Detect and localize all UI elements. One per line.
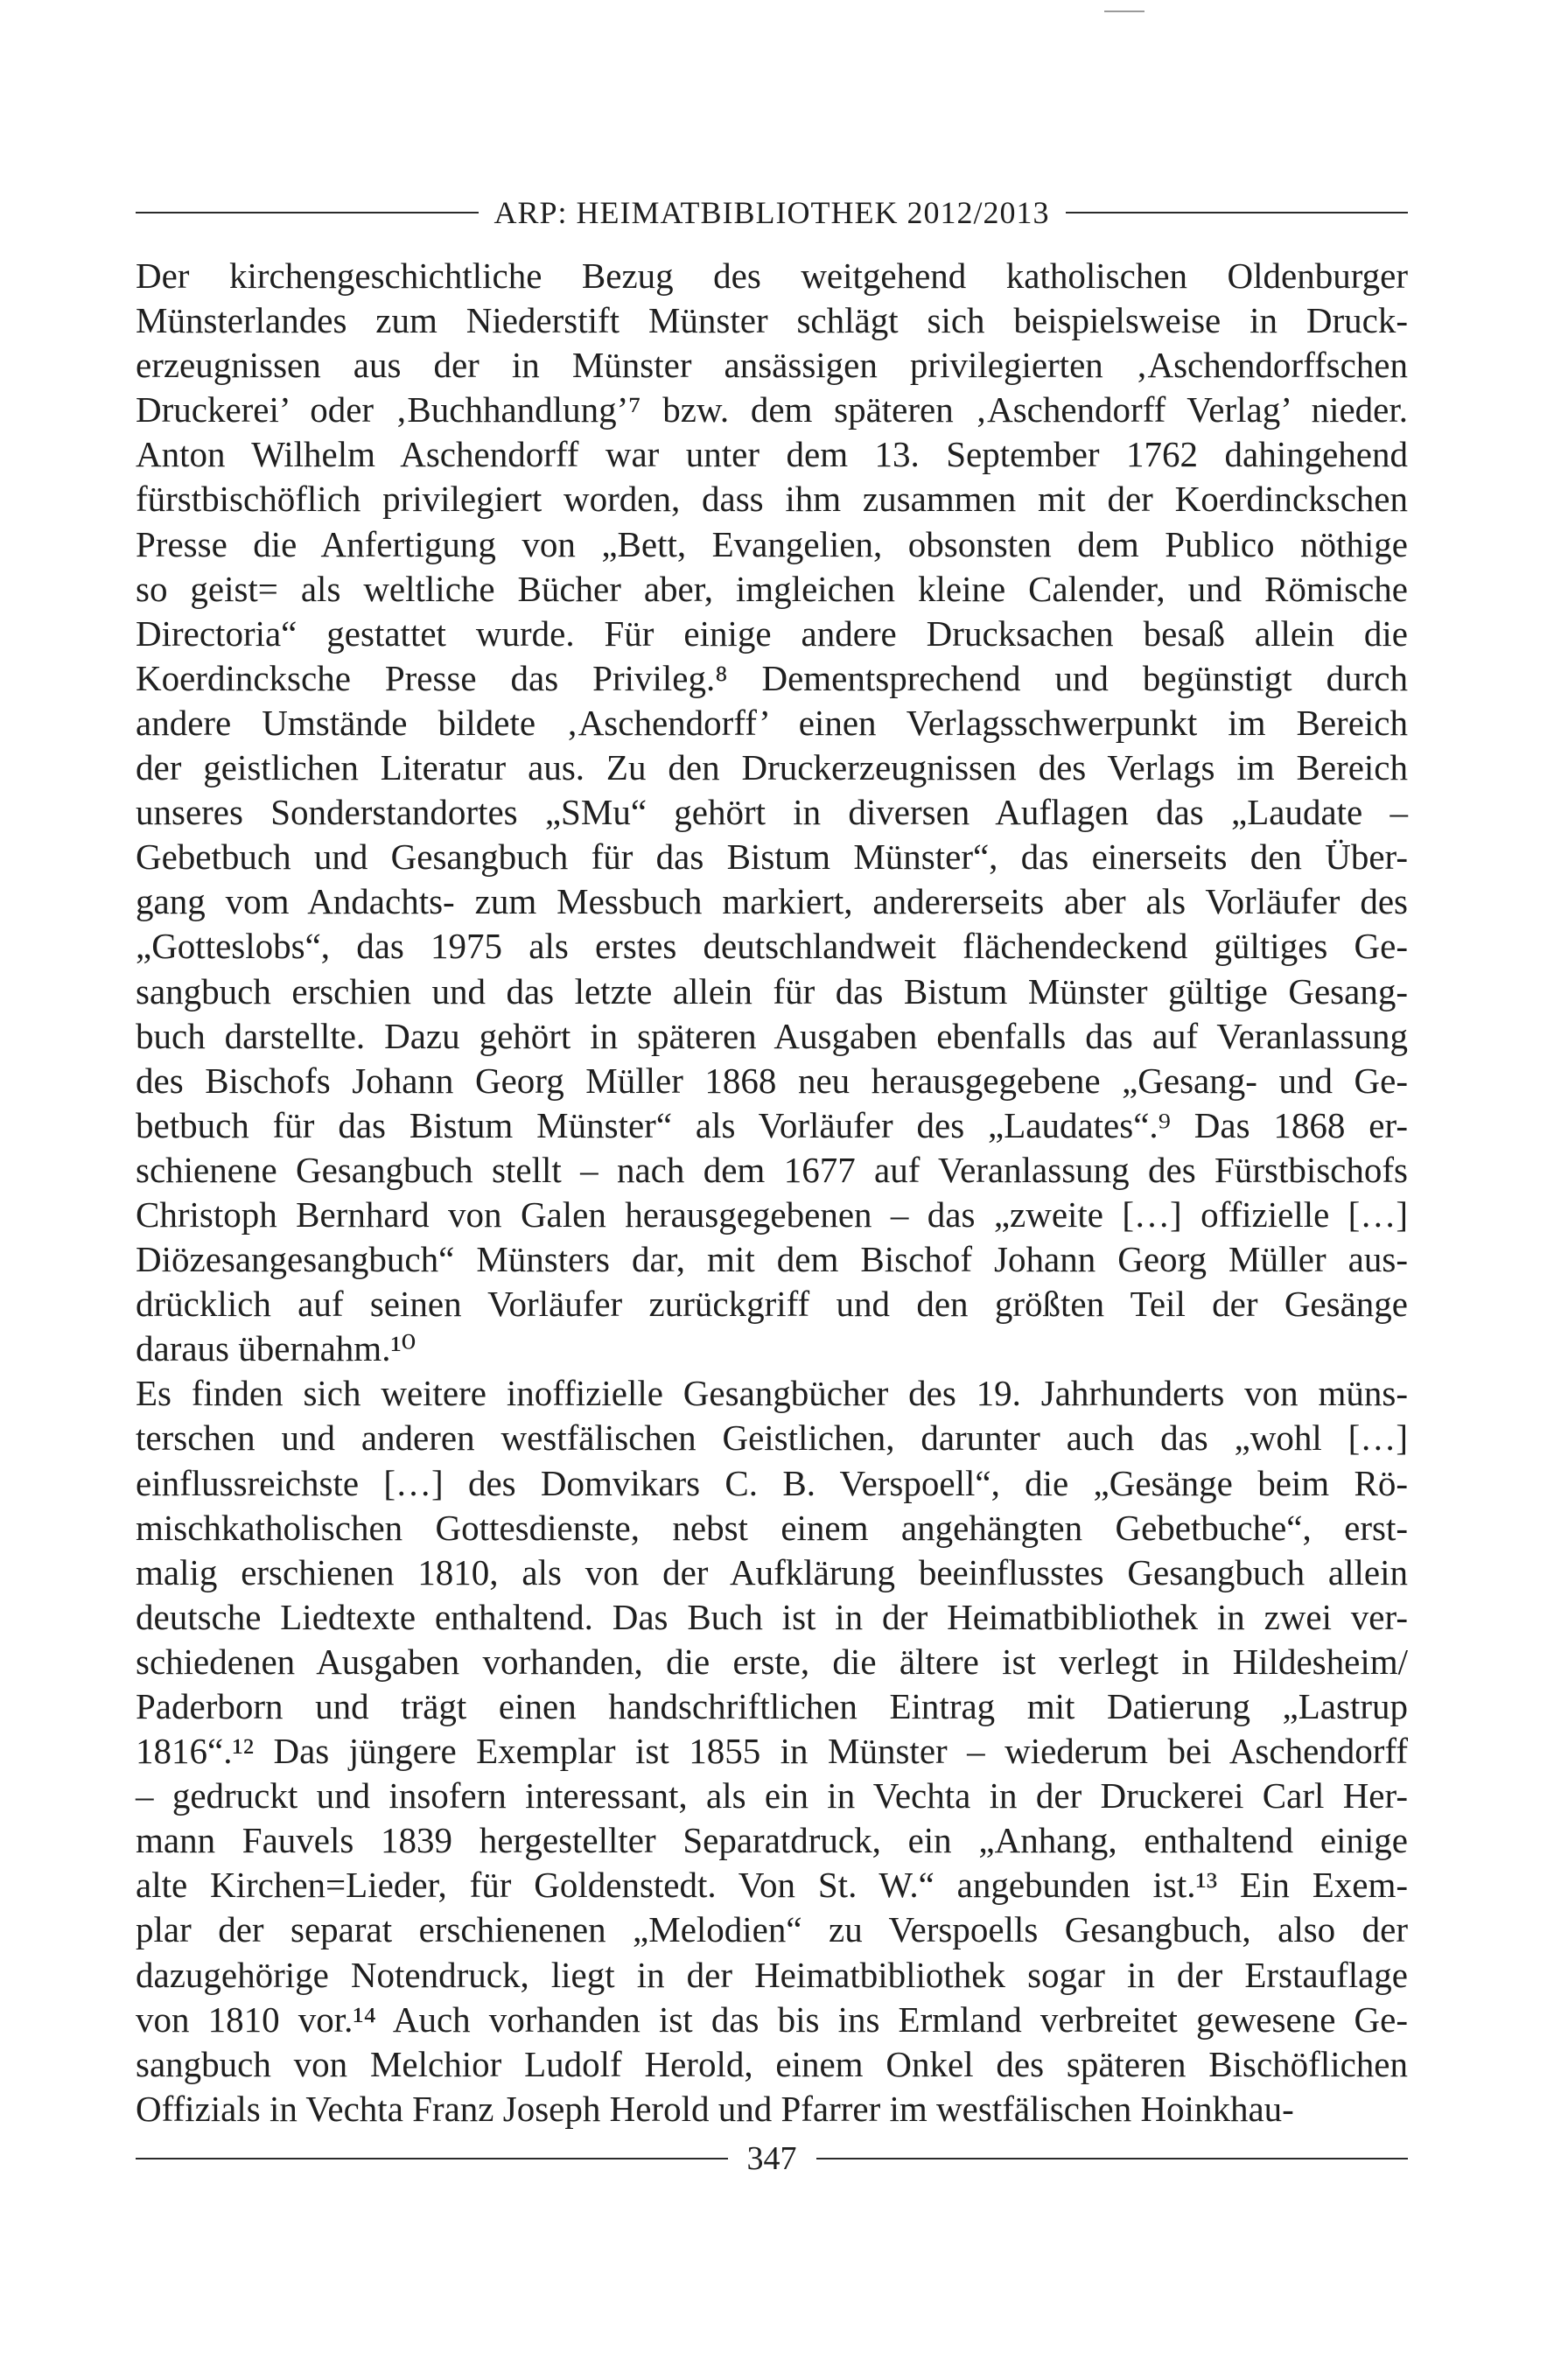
- text-line: alte Kirchen=Lieder, für Goldenstedt. Von St. W.“ angebunden ist.¹³ Ein Exem-: [136, 1865, 1408, 1906]
- text-line: sangbuch erschien und das letzte allein für das Bistum Münster gültige Gesang-: [136, 970, 1408, 1012]
- text-line: mann Fauvels 1839 hergestellter Separatdruck, ein „Anhang, enthaltend einige: [136, 1820, 1408, 1861]
- text-line: Gebetbuch und Gesangbuch für das Bistum Münster“, das einerseits den Über-: [136, 836, 1408, 878]
- text-line: malig erschienen 1810, als von der Aufklärung beeinflusstes Gesangbuch allein: [136, 1551, 1408, 1592]
- text-line: Paderborn und trägt einen handschriftlichen Eintrag mit Datierung „Lastrup: [136, 1686, 1408, 1726]
- text-line: so geist= als weltliche Bücher aber, imgleichen kleine Calender, und Römische: [136, 568, 1408, 609]
- folio-rule-right: [816, 2158, 1409, 2160]
- text-line: Diözesangesangbuch“ Münsters dar, mit dem Bischof Johann Georg Müller aus-: [136, 1239, 1408, 1280]
- text-line: terschen und anderen westfälischen Geistlichen, darunter auch das „wohl […]: [136, 1418, 1408, 1459]
- text-line: gang vom Andachts- zum Messbuch markiert, andererseits aber als Vorläufer des: [136, 881, 1408, 922]
- text-line: buch darstellte. Dazu gehört in späteren Ausgaben ebenfalls das auf Veranlassung: [136, 1015, 1408, 1056]
- body-text: [136, 254, 1408, 2132]
- text-line: betbuch für das Bistum Münster“ als Vorläufer des „Laudates“.⁹ Das 1868 er-: [136, 1104, 1408, 1145]
- text-line: Directoria“ gestattet wurde. Für einige andere Drucksachen besaß allein die: [136, 612, 1408, 654]
- text-line: Druckerei’ oder ‚Buchhandlung’⁷ bzw. dem späteren ‚Aschendorff Verlag’ nieder.: [136, 389, 1408, 430]
- text-line: dazugehörige Notendruck, liegt in der Heimatbibliothek sogar in der Erstauflage: [136, 1954, 1408, 1995]
- text-line: Offizials in Vechta Franz Joseph Herold und Pfarrer im westfälischen Hoinkhau-: [136, 2088, 1294, 2129]
- text-line: Koerdincksche Presse das Privileg.⁸ Dementsprechend und begünstigt durch: [136, 657, 1408, 698]
- paragraph: [136, 1371, 1408, 2132]
- running-head: [136, 191, 1408, 234]
- page-footer: [136, 2137, 1408, 2180]
- text-line: Es finden sich weitere inoffizielle Gesangbücher des 19. Jahrhunderts von müns-: [136, 1373, 1408, 1414]
- text-line: schienene Gesangbuch stellt – nach dem 1677 auf Veranlassung des Fürstbischofs: [136, 1149, 1408, 1190]
- text-line: drücklich auf seinen Vorläufer zurückgriff und den größten Teil der Gesänge: [136, 1284, 1408, 1325]
- scan-edge-mark: [1104, 10, 1144, 12]
- text-line: erzeugnissen aus der in Münster ansässigen privilegierten ‚Aschendorffschen: [136, 345, 1408, 386]
- text-line: mischkatholischen Gottesdienste, nebst einem angehängten Gebetbuche“, erst-: [136, 1507, 1408, 1548]
- text-line: „Gotteslobs“, das 1975 als erstes deutschlandweit flächendeckend gültiges Ge-: [136, 926, 1408, 967]
- text-line: von 1810 vor.¹⁴ Auch vorhanden ist das bis ins Ermland verbreitet gewesene Ge-: [136, 1998, 1408, 2040]
- text-line: des Bischofs Johann Georg Müller 1868 neu herausgegebene „Gesang- und Ge-: [136, 1060, 1408, 1101]
- text-line: der geistlichen Literatur aus. Zu den Druckerzeugnissen des Verlags im Bereich: [136, 747, 1408, 788]
- text-line: schiedenen Ausgaben vorhanden, die erste, die ältere ist verlegt in Hildesheim/: [136, 1641, 1408, 1682]
- text-line: Münsterlandes zum Niederstift Münster schlägt sich beispielsweise in Druck-: [136, 300, 1408, 341]
- page-number: 347: [746, 2140, 797, 2177]
- running-head-rule-right: [1066, 212, 1409, 214]
- text-line: unseres Sonderstandortes „SMu“ gehört in diversen Auflagen das „Laudate –: [136, 792, 1408, 833]
- text-line: andere Umstände bildete ‚Aschendorff’ einen Verlagsschwerpunkt im Bereich: [136, 702, 1408, 743]
- running-head-rule-left: [136, 212, 479, 214]
- text-line: sangbuch von Melchior Ludolf Herold, einem Onkel des späteren Bischöflichen: [136, 2043, 1408, 2084]
- text-line: Christoph Bernhard von Galen herausgegebenen – das „zweite […] offizielle […]: [136, 1194, 1408, 1235]
- text-line: einflussreichste […] des Domvikars C. B. Verspoell“, die „Gesänge beim Rö-: [136, 1462, 1408, 1503]
- text-line: Der kirchengeschichtliche Bezug des weitgehend katholischen Oldenburger: [136, 256, 1408, 296]
- text-line: daraus übernahm.¹⁰: [136, 1328, 416, 1369]
- text-line: deutsche Liedtexte enthaltend. Das Buch ist in der Heimatbibliothek in zwei ver-: [136, 1596, 1408, 1637]
- text-line: Anton Wilhelm Aschendorff war unter dem 13. September 1762 dahingehend: [136, 434, 1408, 475]
- running-head-title: ARP: HEIMATBIBLIOTHEK 2012/2013: [494, 195, 1050, 230]
- text-line: 1816“.¹² Das jüngere Exemplar ist 1855 in Münster – wiederum bei Aschendorff: [136, 1731, 1408, 1772]
- text-line: fürstbischöflich privilegiert worden, dass ihm zusammen mit der Koerdinckschen: [136, 479, 1408, 520]
- paragraph: [136, 254, 1408, 1371]
- folio-rule-left: [136, 2158, 728, 2160]
- text-line: Presse die Anfertigung von „Bett, Evangelien, obsonsten dem Publico nöthige: [136, 523, 1408, 564]
- text-line: plar der separat erschienenen „Melodien“ zu Verspoells Gesangbuch, also der: [136, 1909, 1408, 1950]
- text-line: – gedruckt und insofern interessant, als ein in Vechta in der Druckerei Carl Her-: [136, 1775, 1408, 1816]
